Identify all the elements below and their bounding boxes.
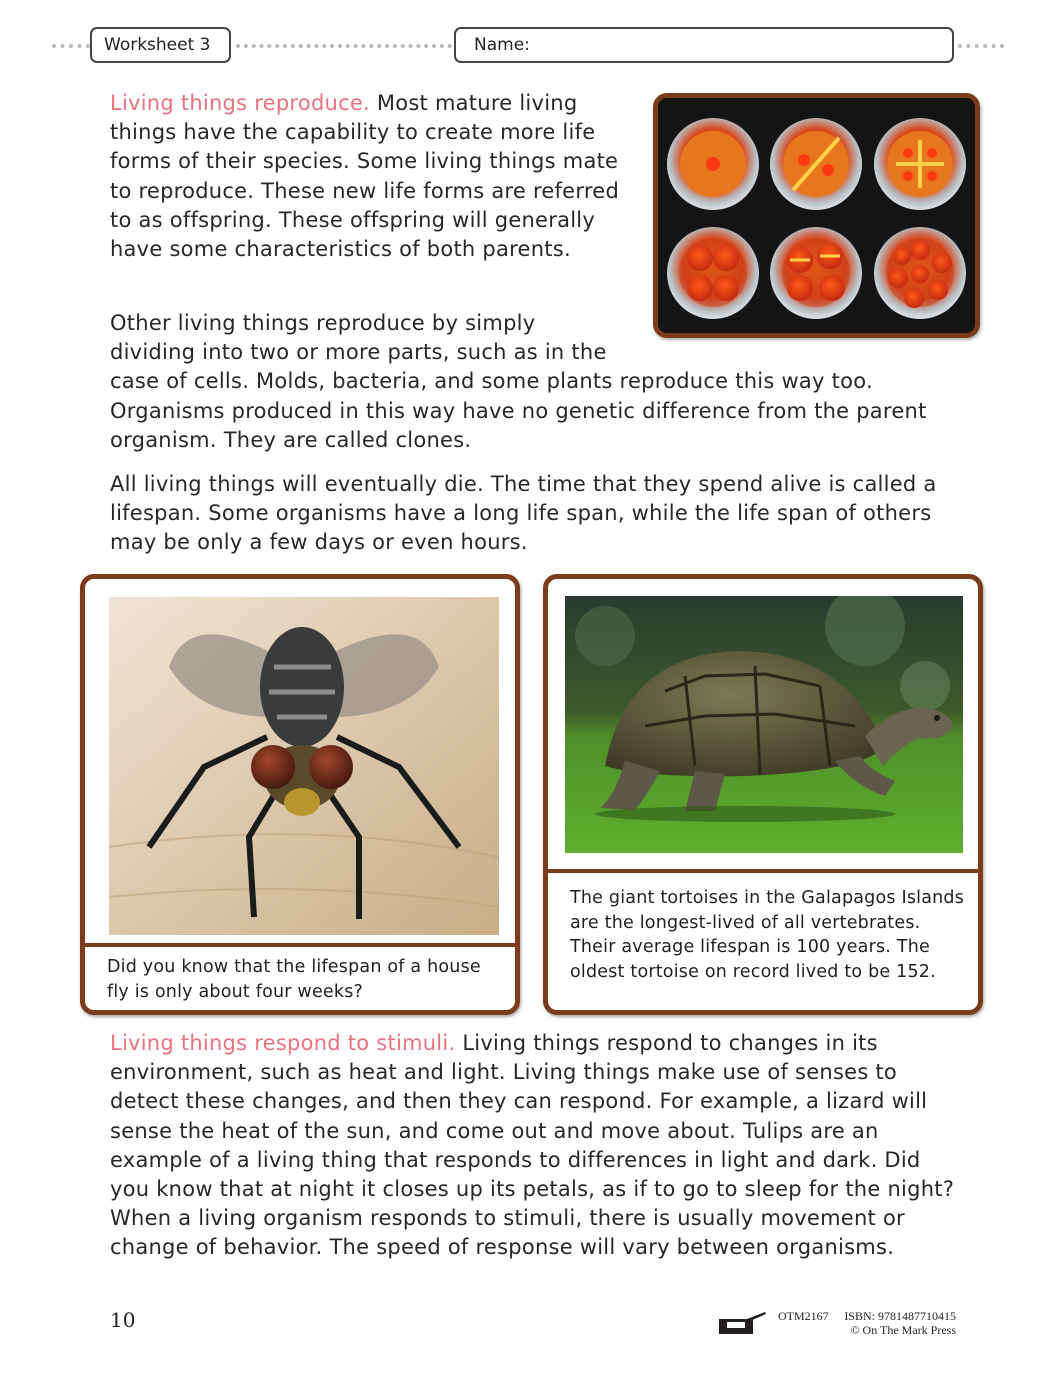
clones-float-spacer: [618, 309, 960, 361]
header-dots-right: [958, 44, 1004, 48]
paragraph-body-clones: Other living things reproduce by simply dividing into two or more parts, such as in the case of cells. Molds, bacteria, and some plants reproduce this way too. Organisms produced in this way have no genetic difference from the parent organism. They are called clones.: [110, 311, 927, 452]
name-label: Name:: [474, 35, 530, 55]
publisher-logo-icon: [717, 1310, 769, 1336]
giant-tortoise-photo: [565, 596, 963, 853]
copyright: © On The Mark Press: [850, 1323, 956, 1337]
tortoise-card-divider: [548, 869, 978, 873]
cell-division-illustration: [658, 98, 975, 333]
fly-card: [80, 574, 520, 1015]
product-code: OTM2167: [778, 1309, 829, 1323]
cell-division-photo: [653, 93, 980, 338]
paragraph-lead-stimuli: Living things respond to stimuli.: [110, 1031, 456, 1055]
worksheet-label: Worksheet 3: [90, 27, 231, 63]
tortoise-caption: The giant tortoises in the Galapagos Islands are the longest-lived of all vertebrates. Their average lifespan is 100 years. The oldest tortoise on record lived to be 152.: [570, 888, 965, 982]
paragraph-clones: [110, 309, 960, 455]
footer-publisher-info: [778, 1309, 956, 1337]
fly-card-divider: [85, 943, 515, 947]
tortoise-card: [543, 574, 983, 1015]
paragraph-body-stimuli: Living things respond to changes in its environment, such as heat and light. Living things make use of senses to detect these changes, and then they can respond. For example, a lizard will sense the heat of the sun, and come out and move about. Tulips are an example of a living thing that responds to differences in light and dark. Did you know that at night it closes up its petals, as if to go to sleep for the night? When a living organism responds to stimuli, there is usually movement or change of behavior. The speed of response will vary between organisms.: [110, 1031, 955, 1260]
paragraph-reproduce: [110, 89, 625, 264]
isbn: ISBN: 9781487710415: [844, 1309, 956, 1323]
paragraph-body-reproduce: Most mature living things have the capability to create more life forms of their species. Some living things mate to reproduce. These new life forms are referred to as offspring. These offspring will generally have some characteristics of both parents.: [110, 91, 620, 262]
paragraph-lifespan: All living things will eventually die. The time that they spend alive is called a lifespan. Some organisms have a long life span, while the life span of others may be only a few days or even hours.: [110, 472, 937, 555]
paragraph-lead-reproduce: Living things reproduce.: [110, 91, 370, 115]
name-field[interactable]: [454, 27, 954, 63]
header-dots-middle: [236, 44, 452, 48]
page-number: 10: [110, 1308, 136, 1332]
fly-caption: Did you know that the lifespan of a house fly is only about four weeks?: [107, 957, 481, 1002]
house-fly-photo: [109, 597, 499, 935]
paragraph-stimuli: [110, 1029, 960, 1263]
header-dots-left: [52, 44, 90, 48]
